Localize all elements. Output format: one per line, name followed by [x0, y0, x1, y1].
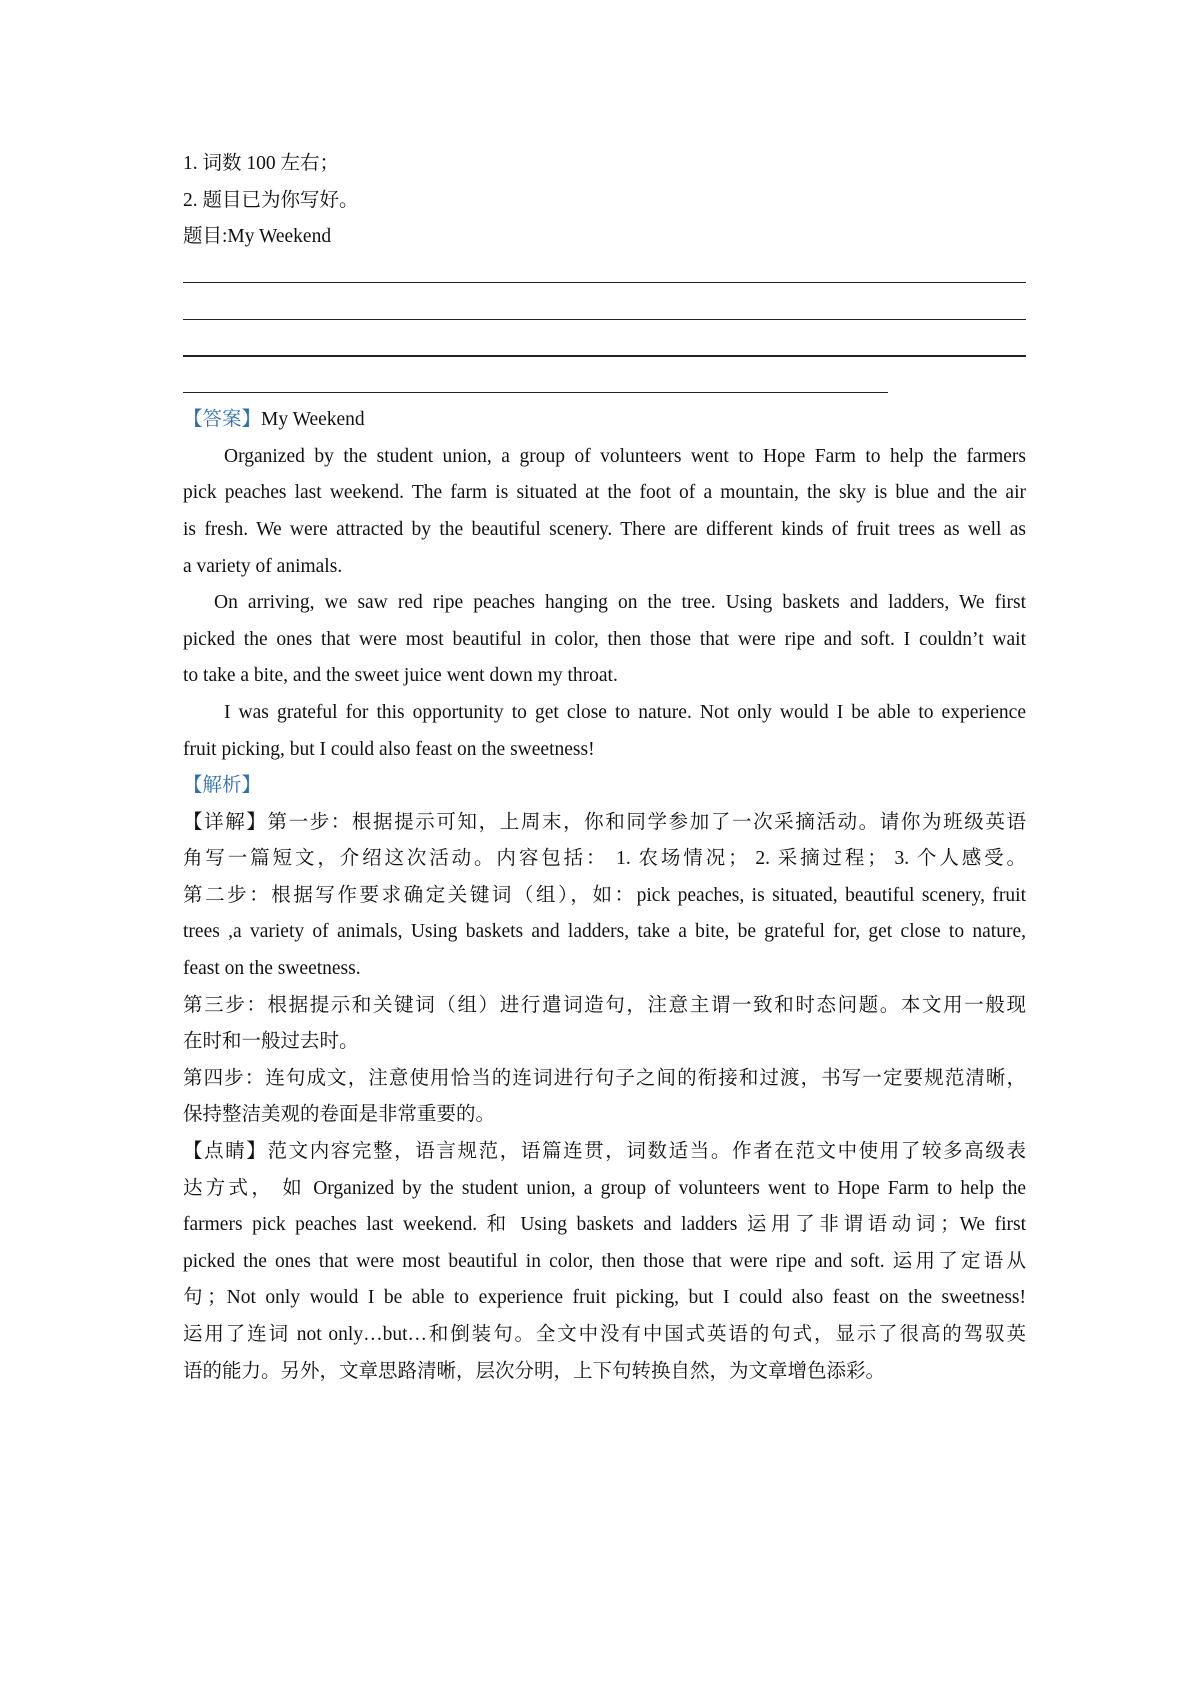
analysis-step3-line: 在时和一般过去时。 — [183, 1031, 359, 1053]
answer-title: My Weekend — [261, 409, 365, 431]
analysis-comment-line: 句；Not only would I be able to experience fruit picking, but I could also feast on the sweetness! — [183, 1287, 1026, 1309]
analysis-step2-line: 第二步：根据写作要求确定关键词（组），如：pick peaches, is situated, beautiful scenery, fruit — [183, 884, 1026, 906]
answer-p3-line: fruit picking, but I could also feast on the sweetness! — [183, 738, 595, 760]
writing-line — [183, 256, 1026, 293]
analysis-detail-line: 【详解】第一步：根据提示可知，上周末，你和同学参加了一次采摘活动。请你为班级英语 — [183, 811, 1026, 833]
essay-title-line: 题目:My Weekend — [183, 226, 332, 248]
analysis-comment-line: 语的能力。另外，文章思路清晰，层次分明，上下句转换自然，为文章增色添彩。 — [183, 1360, 886, 1382]
analysis-detail-line: 角写一篇短文，介绍这次活动。内容包括： 1. 农场情况； 2. 采摘过程； 3. 个人感受。 — [183, 848, 1026, 870]
answer-p1-line: Organized by the student union, a group of volunteers went to Hope Farm to help the farmers — [224, 445, 1026, 467]
answer-label: 【答案】 — [183, 409, 262, 431]
analysis-comment-line: picked the ones that were most beautiful in color, then those that were ripe and soft. 运用了定语从 — [183, 1250, 1026, 1272]
answer-p1-line: is fresh. We were attracted by the beautiful scenery. There are different kinds of fruit trees as well as — [183, 518, 1026, 540]
analysis-step4-line: 第四步：连句成文，注意使用恰当的连词进行句子之间的衔接和过渡，书写一定要规范清晰， — [183, 1067, 1026, 1089]
writing-line — [183, 366, 1026, 403]
document-page — [183, 146, 1026, 1390]
answer-p2-line: to take a bite, and the sweet juice went down my throat. — [183, 665, 618, 687]
answer-heading — [183, 402, 1026, 439]
analysis-step3-line: 第三步：根据提示和关键词（组）进行遣词造句，注意主谓一致和时态问题。本文用一般现 — [183, 994, 1026, 1016]
analysis-step2-line: feast on the sweetness. — [183, 958, 361, 980]
answer-p2-line: On arriving, we saw red ripe peaches hanging on the tree. Using baskets and ladders, We first — [214, 592, 1026, 614]
analysis-label: 【解析】 — [183, 775, 262, 797]
answer-p1-line: pick peaches last weekend. The farm is situated at the foot of a mountain, the sky is blue and the air — [183, 482, 1026, 504]
analysis-comment-line: 运用了连词 not only…but…和倒装句。全文中没有中国式英语的句式，显示了很高的驾驭英 — [183, 1324, 1026, 1345]
analysis-comment-line: farmers pick peaches last weekend. 和 Using baskets and ladders 运用了非谓语动词；We first — [183, 1214, 1026, 1236]
analysis-step4-line: 保持整洁美观的卷面是非常重要的。 — [183, 1104, 496, 1126]
analysis-comment-line: 【点睛】范文内容完整，语言规范，语篇连贯，词数适当。作者在范文中使用了较多高级表 — [183, 1141, 1026, 1163]
answer-p3-line: I was grateful for this opportunity to get close to nature. Not only would I be able to experience — [224, 701, 1026, 723]
requirement-2: 2. 题目已为你写好。 — [183, 189, 359, 211]
answer-p2-line: picked the ones that were most beautiful in color, then those that were ripe and soft. I couldn’t wait — [183, 628, 1026, 650]
answer-p1-line: a variety of animals. — [183, 555, 343, 577]
analysis-step2-line: trees ,a variety of animals, Using baskets and ladders, take a bite, be grateful for, get close to nature, — [183, 921, 1026, 943]
analysis-comment-line: 达方式， 如 Organized by the student union, a group of volunteers went to Hope Farm to help the — [183, 1177, 1026, 1199]
requirement-1: 1. 词数 100 左右； — [183, 153, 340, 174]
writing-line — [183, 292, 1026, 329]
writing-line — [183, 329, 1026, 366]
